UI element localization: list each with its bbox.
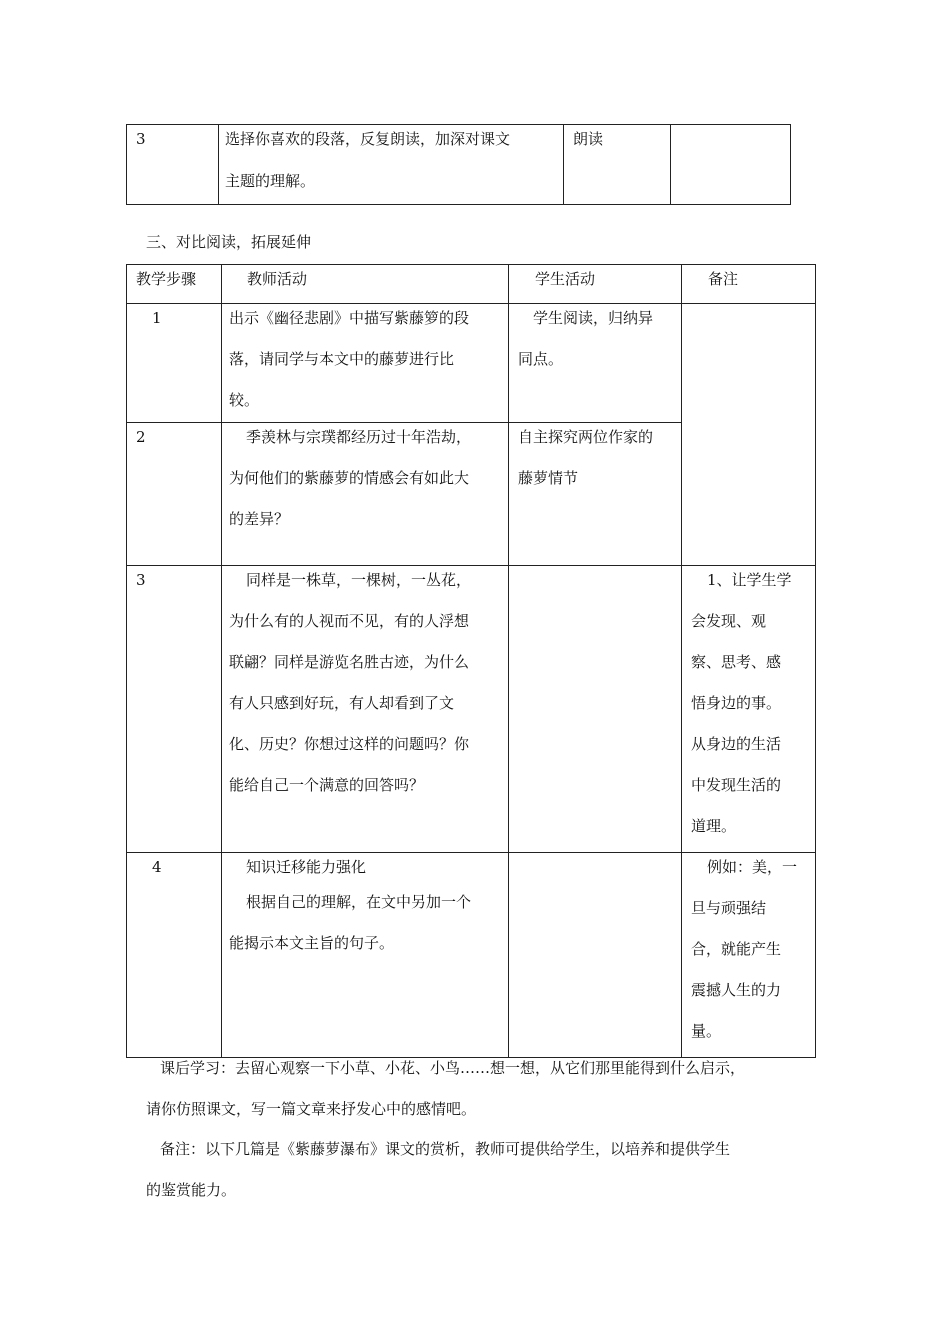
student-activity-cell — [509, 423, 682, 566]
header-step: 教学步骤 — [136, 270, 197, 288]
step-number: 4 — [152, 858, 162, 876]
note-cell — [682, 304, 816, 566]
step-cell — [127, 853, 222, 1058]
step-number: 1 — [152, 309, 162, 327]
remark-line: 的鉴赏能力。 — [146, 1181, 237, 1199]
teacher-activity-line: 能揭示本文主旨的句子。 — [229, 934, 395, 952]
note-line: 中发现生活的 — [691, 776, 782, 794]
student-activity-line: 藤萝情节 — [518, 469, 579, 487]
teacher-activity-line: 落，请同学与本文中的藤萝进行比 — [229, 350, 455, 368]
teacher-activity-line: 出示《幽径悲剧》中描写紫藤箩的段 — [229, 309, 470, 327]
teacher-activity-line: 为什么有的人视而不见，有的人浮想 — [229, 612, 470, 630]
step-number: 3 — [136, 130, 146, 148]
student-activity-cell — [509, 566, 682, 853]
student-activity-line: 学生阅读，归纳异 — [533, 309, 654, 327]
note-cell — [671, 125, 791, 205]
student-activity-text: 朗读 — [573, 130, 604, 148]
header-note: 备注 — [708, 270, 739, 288]
teacher-activity-line: 知识迁移能力强化 — [246, 858, 367, 876]
student-activity-cell — [564, 125, 671, 205]
note-line: 从身边的生活 — [691, 735, 782, 753]
table-row — [127, 125, 791, 205]
teacher-activity-line: 化、历史？你想过这样的问题吗？你 — [229, 735, 470, 753]
student-activity-line: 同点。 — [518, 350, 564, 368]
note-line: 道理。 — [691, 817, 737, 835]
table-main — [126, 264, 816, 1058]
step-cell — [127, 304, 222, 423]
header-cell — [682, 265, 816, 304]
note-line: 会发现、观 — [691, 612, 767, 630]
header-cell — [127, 265, 222, 304]
step-number: 2 — [136, 428, 146, 446]
note-line: 例如：美，一 — [707, 858, 798, 876]
student-activity-line: 自主探究两位作家的 — [518, 428, 654, 446]
note-line: 量。 — [691, 1022, 722, 1040]
teacher-activity-cell — [222, 566, 509, 853]
header-student: 学生活动 — [535, 270, 596, 288]
step-cell — [127, 566, 222, 853]
after-class-line: 请你仿照课文，写一篇文章来抒发心中的感情吧。 — [146, 1100, 477, 1118]
teacher-activity-line: 能给自己一个满意的回答吗？ — [229, 776, 425, 794]
teacher-activity-cell — [222, 304, 509, 423]
note-line: 旦与顽强结 — [691, 899, 767, 917]
note-line: 察、思考、感 — [691, 653, 782, 671]
student-activity-cell — [509, 853, 682, 1058]
student-activity-cell — [509, 304, 682, 423]
teacher-activity-line: 较。 — [229, 391, 260, 409]
teacher-activity-line: 根据自己的理解，在文中另加一个 — [246, 893, 472, 911]
teacher-activity-cell — [219, 125, 564, 205]
teacher-activity-line: 联翩？同样是游览名胜古迹，为什么 — [229, 653, 470, 671]
step-cell — [127, 423, 222, 566]
table-row — [127, 566, 816, 853]
section-heading: 三、对比阅读，拓展延伸 — [146, 233, 312, 251]
table-row — [127, 853, 816, 1058]
note-line: 悟身边的事。 — [691, 694, 782, 712]
teacher-activity-line: 为何他们的紫藤萝的情感会有如此大 — [229, 469, 470, 487]
header-teacher: 教师活动 — [247, 270, 308, 288]
teacher-activity-cell — [222, 853, 509, 1058]
teacher-activity-cell — [222, 423, 509, 566]
step-cell — [127, 125, 219, 205]
remark-line: 备注：以下几篇是《紫藤萝瀑布》课文的赏析，教师可提供给学生，以培养和提供学生 — [160, 1140, 731, 1158]
teacher-activity-line: 选择你喜欢的段落，反复朗读，加深对课文 — [225, 130, 511, 148]
table-row — [127, 304, 816, 423]
step-number: 3 — [136, 571, 146, 589]
teacher-activity-line: 有人只感到好玩，有人却看到了文 — [229, 694, 455, 712]
note-line: 震撼人生的力 — [691, 981, 782, 999]
note-cell — [682, 566, 816, 853]
note-line: 合，就能产生 — [691, 940, 782, 958]
teacher-activity-line: 季羡林与宗璞都经历过十年浩劫， — [246, 428, 472, 446]
teacher-activity-line: 主题的理解。 — [225, 172, 316, 190]
table-top — [126, 124, 791, 205]
after-class-line: 课后学习：去留心观察一下小草、小花、小鸟……想一想，从它们那里能得到什么启示， — [160, 1059, 746, 1077]
note-line: 1、让学生学 — [707, 571, 792, 589]
note-cell — [682, 853, 816, 1058]
teacher-activity-line: 的差异？ — [229, 510, 290, 528]
teacher-activity-line: 同样是一株草，一棵树，一丛花， — [246, 571, 472, 589]
